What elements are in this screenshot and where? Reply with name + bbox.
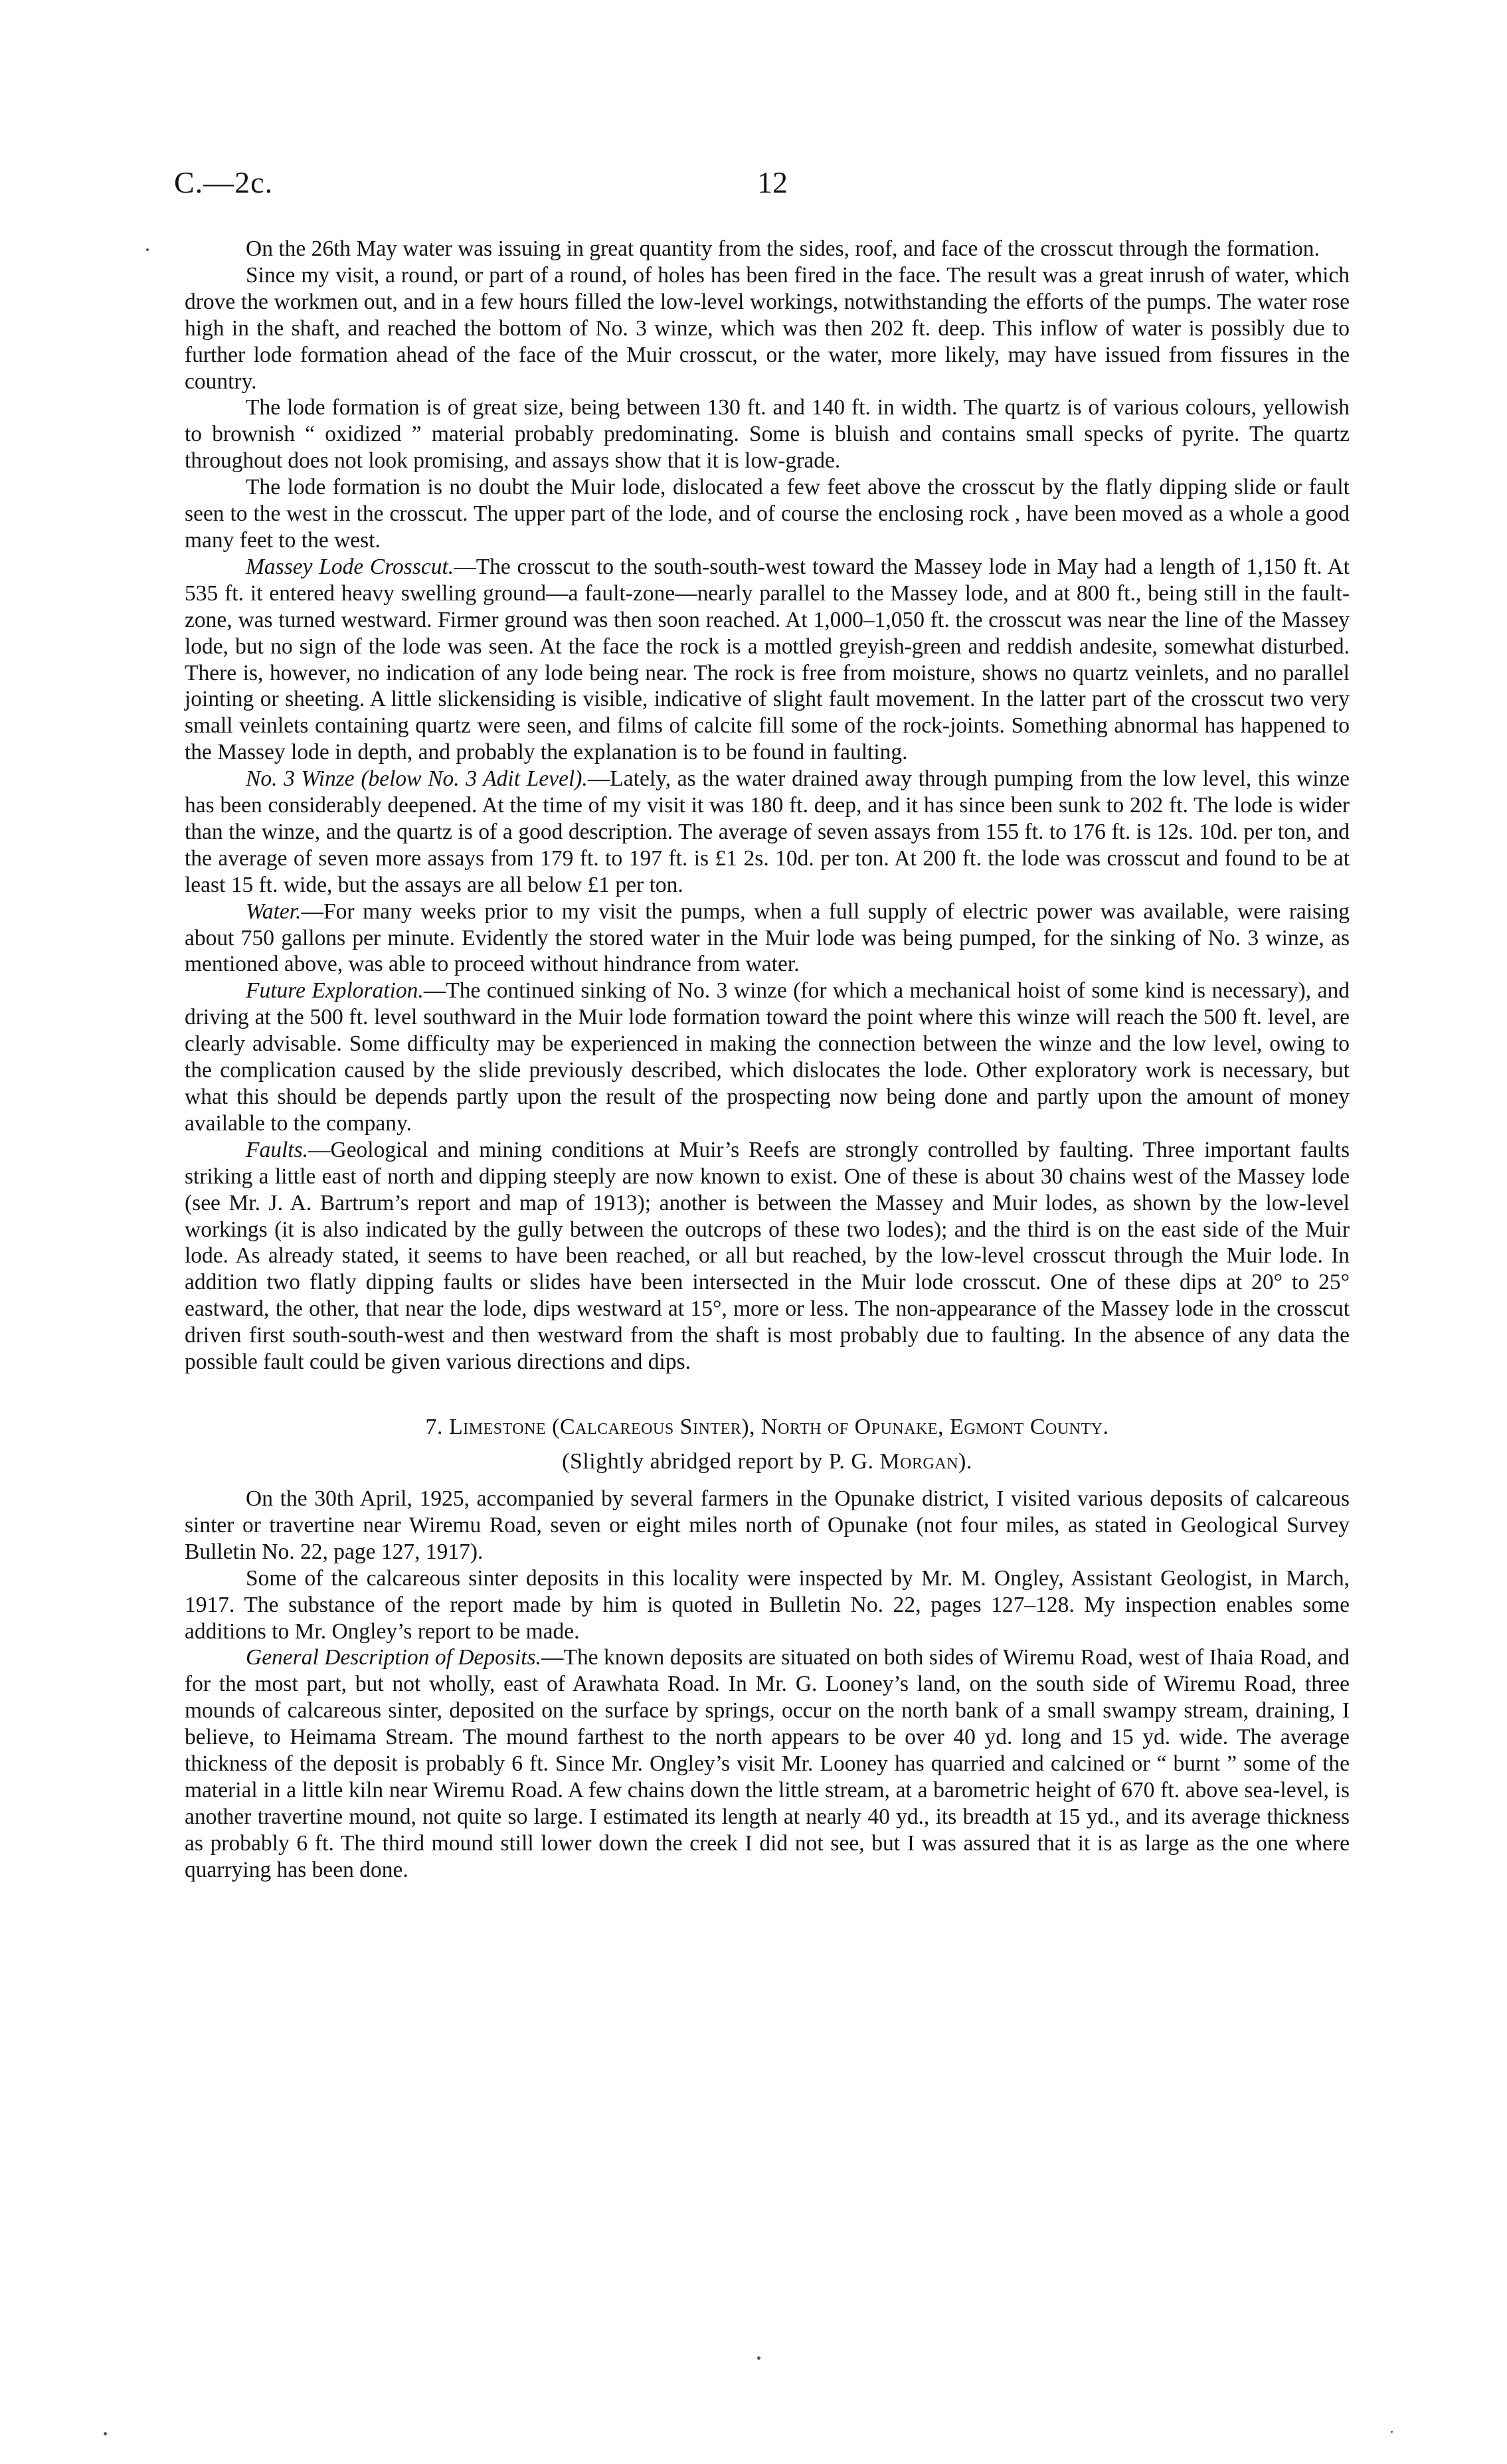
paragraph-faults: Faults.—Geological and mining conditions at Muir’s Reefs are strongly controlled by faulting. Three important faults striking a little east of north and dipping steeply are now known to exist. One of these is about 30 chains west of the Massey lode (see Mr. J. A. Bartrum’s report and map of 1913); another is between the Massey and Muir lodes, as shown by the low-level workings (it is also indicated by the gully between the outcrops of these two lodes); and the third is on the east side of the Muir lode. As already stated, it seems to have been reached, or all but reached, by the low-level crosscut through the Muir lode. In addition two flatly dipping faults or slides have been intersected in the Muir lode crosscut. One of these dips at 20° to 25° eastward, the other, that near the lode, dips westward at 15°, more or less. The non-appearance of the Massey lode in the crosscut driven first south-south-west and then westward from the shaft is most probably due to faulting. In the absence of any data the possible fault could be given various directions and dips.: [185, 1137, 1350, 1375]
run-in-heading: Faults.: [246, 1137, 308, 1162]
section-subheading: (Slightly abridged report by P. G. Morgan).: [562, 1449, 972, 1474]
scan-speck: [146, 248, 149, 251]
main-text: [185, 236, 1350, 1884]
run-in-heading: No. 3 Winze (below No. 3 Adit Level).: [246, 766, 588, 792]
paragraph: Since my visit, a round, or part of a round, of holes has been fired in the face. The result was a great inrush of water, which drove the workmen out, and in a few hours filled the low-level workings, notwithstanding the efforts of the pumps. The water rose high in the shaft, and reached the bottom of No. 3 winze, which was then 202 ft. deep. This inflow of water is possibly due to further lode formation ahead of the face of the Muir crosscut, or the water, more likely, may have issued from fissures in the country.: [185, 262, 1350, 394]
scan-speck: [104, 2432, 107, 2435]
run-in-heading: Water.: [246, 899, 302, 924]
author-name: Morgan: [879, 1449, 959, 1474]
paragraph-massey-lode-crosscut: Massey Lode Crosscut.—The crosscut to the south-south-west toward the Massey lode in May had a length of 1,150 ft. At 535 ft. it entered heavy swelling ground—a fault-zone—nearly parallel to the Massey lode, and at 800 ft., being still in the fault-zone, was turned westward. Firmer ground was then soon reached. At 1,000–1,050 ft. the crosscut was near the line of the Massey lode, but no sign of the lode was seen. At the face the rock is a mottled greyish-green and reddish andesite, somewhat disturbed. There is, however, no indication of any lode being near. The rock is free from moisture, shows no quartz veinlets, and no parallel jointing or sheeting. A little slickensiding is visible, indicative of slight fault movement. In the latter part of the crosscut two very small veinlets containing quartz were seen, and films of calcite fill some of the rock-joints. Something abnormal has happened to the Massey lode in depth, and probably the explanation is to be found in faulting.: [185, 554, 1350, 765]
page-number: 12: [757, 165, 788, 199]
run-in-heading: General Description of Deposits.: [246, 1645, 541, 1670]
paragraph: The lode formation is no doubt the Muir lode, dislocated a few feet above the crosscut by the flatly dipping slide or fault seen to the west in the crosscut. The upper part of the lode, and of course the enclosing rock , have been moved as a whole a good many feet to the west.: [185, 475, 1350, 553]
section-number: 7.: [425, 1414, 443, 1439]
paragraph: On the 26th May water was issuing in great quantity from the sides, roof, and face of the crosscut through the formation.: [246, 236, 1320, 261]
scan-speck: [1391, 2431, 1393, 2433]
scan-speck: [757, 2356, 760, 2360]
paragraph: Some of the calcareous sinter deposits in this locality were inspected by Mr. M. Ongley, Assistant Geologist, in March, 1917. The substance of the report made by him is quoted in Bulletin No. 22, pages 127–128. My inspection enables some additions to Mr. Ongley’s report to be made.: [185, 1565, 1350, 1644]
paragraph-water: Water.—For many weeks prior to my visit the pumps, when a full supply of electric power was available, were raising about 750 gallons per minute. Evidently the stored water in the Muir lode was being pumped, for the sinking of No. 3 winze, as mentioned above, was able to proceed without hindrance from water.: [185, 899, 1350, 977]
paragraph-no3-winze: No. 3 Winze (below No. 3 Adit Level).—Lately, as the water drained away through pumping from the low level, this winze has been considerably deepened. At the time of my visit it was 180 ft. deep, and it has since been sunk to 202 ft. The lode is wider than the winze, and the quartz is of a good description. The average of seven assays from 155 ft. to 176 ft. is 12s. 10d. per ton, and the average of seven more assays from 179 ft. to 197 ft. is £1 2s. 10d. per ton. At 200 ft. the lode was crosscut and found to be at least 15 ft. wide, but the assays are all below £1 per ton.: [185, 766, 1350, 897]
paragraph: On the 30th April, 1925, accompanied by several farmers in the Opunake district, I visited various deposits of calcareous sinter or travertine near Wiremu Road, seven or eight miles north of Opunake (not four miles, as stated in Geological Survey Bulletin No. 22, page 127, 1917).: [185, 1486, 1350, 1564]
page-header: [174, 165, 1350, 205]
run-in-heading: Massey Lode Crosscut.: [246, 554, 454, 579]
paragraph-future-exploration: Future Exploration.—The continued sinking of No. 3 winze (for which a mechanical hoist of some kind is necessary), and driving at the 500 ft. level southward in the Muir lode formation toward the point where this winze will reach the 500 ft. level, are clearly advisable. Some difficulty may be experienced in making the connection between the winze and the low level, owing to the complication caused by the slide previously described, which dislocates the lode. Other exploratory work is necessary, but what this should be depends partly upon the result of the prospecting now being done and partly upon the amount of money available to the company.: [185, 978, 1350, 1136]
run-in-heading: Future Exploration.: [246, 978, 424, 1004]
paragraph-general-description: General Description of Deposits.—The known deposits are situated on both sides of Wiremu Road, west of Ihaia Road, and for the most part, but not wholly, east of Arawhata Road. In Mr. G. Looney’s land, on the south side of Wiremu Road, three mounds of calcareous sinter, deposited on the surface by springs, occur on the north bank of a small swampy stream, draining, I believe, to Heimama Stream. The mound farthest to the north appears to be over 40 yd. long and 15 yd. wide. The average thickness of the deposit is probably 6 ft. Since Mr. Ongley’s visit Mr. Looney has quarried and calcined or “ burnt ” some of the material in a little kiln near Wiremu Road. A few chains down the little stream, at a barometric height of 670 ft. above sea-level, is another travertine mound, not quite so large. I estimated its length at nearly 40 yd., its breadth at 15 yd., and its average thickness as probably 6 ft. The third mound still lower down the creek I did not see, but I was assured that it is as large as the one where quarrying has been done.: [185, 1645, 1350, 1882]
paragraph: The lode formation is of great size, being between 130 ft. and 140 ft. in width. The quartz is of various colours, yellowish to brownish “ oxidized ” material probably predominating. Some is bluish and contains small specks of pyrite. The quartz throughout does not look promising, and assays show that it is low-grade.: [185, 395, 1350, 474]
section-title: Limestone (Calcareous Sinter), North of Opunake, Egmont County.: [449, 1414, 1109, 1439]
section-heading: [185, 1414, 1350, 1441]
document-reference: C.—2c.: [174, 165, 274, 199]
